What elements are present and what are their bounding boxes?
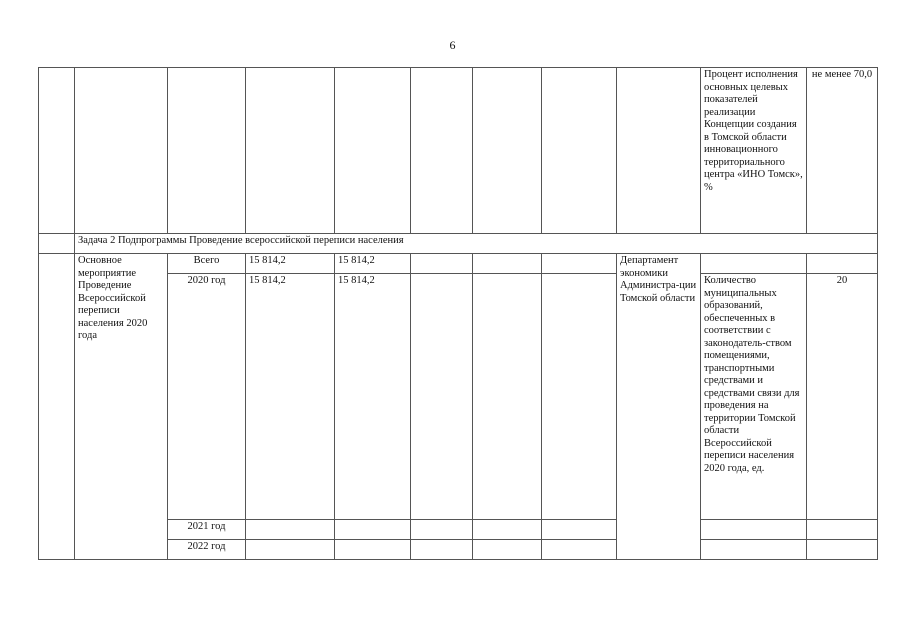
federal-amount <box>335 540 411 560</box>
measure-name: Основное мероприятие Проведение Всероссийской переписи населения 2020 года <box>75 254 168 560</box>
indicator-value: 20 <box>807 274 878 520</box>
page-number: 6 <box>449 38 456 52</box>
num-cell <box>39 234 75 254</box>
regional-cell <box>411 68 473 234</box>
department-name: Департамент экономики Администра-ции Томской области <box>617 254 701 560</box>
indicator-name: Количество муниципальных образований, обеспеченных в соответствии с законодатель-ством помещениями, транспортными средствами и средствами связи для проведения на территории Томской области Всероссийской переписи населения 2020 года, ед. <box>701 274 807 520</box>
num-cell <box>39 254 75 560</box>
regional-cell <box>411 540 473 560</box>
total-amount: 15 814,2 <box>246 254 335 274</box>
federal-amount: 15 814,2 <box>335 274 411 520</box>
total-cell <box>246 68 335 234</box>
indicator-row <box>39 68 878 234</box>
task-title: Задача 2 Подпрограммы Проведение всероссийской переписи населения <box>75 234 878 254</box>
period-cell: 2021 год <box>168 520 246 540</box>
measure-cell <box>75 68 168 234</box>
period-cell <box>168 68 246 234</box>
indicator-name-cell <box>701 254 807 274</box>
regional-cell <box>411 254 473 274</box>
indicator-name-cell: Процент исполнения основных целевых показателей реализации Концепции создания в Томской области инновационного территориального центра «ИНО Томск», % <box>701 68 807 234</box>
indicator-value-cell <box>807 520 878 540</box>
other-cell <box>542 540 617 560</box>
department-cell <box>617 68 701 234</box>
program-table <box>38 67 878 560</box>
total-amount <box>246 540 335 560</box>
period-cell: 2022 год <box>168 540 246 560</box>
indicator-value-cell <box>807 540 878 560</box>
other-cell <box>542 274 617 520</box>
other-cell <box>542 68 617 234</box>
num-cell <box>39 68 75 234</box>
task-row <box>39 234 878 254</box>
indicator-value-cell: не менее 70,0 <box>807 68 878 234</box>
period-cell: 2020 год <box>168 274 246 520</box>
federal-amount <box>335 520 411 540</box>
indicator-value-cell <box>807 254 878 274</box>
total-amount <box>246 520 335 540</box>
regional-cell <box>411 520 473 540</box>
period-cell: Всего <box>168 254 246 274</box>
other-cell <box>542 254 617 274</box>
federal-cell <box>335 68 411 234</box>
total-amount: 15 814,2 <box>246 274 335 520</box>
other-cell <box>542 520 617 540</box>
federal-amount: 15 814,2 <box>335 254 411 274</box>
indicator-name-cell <box>701 540 807 560</box>
total-row <box>39 254 878 274</box>
local-cell <box>473 520 542 540</box>
local-cell <box>473 274 542 520</box>
regional-cell <box>411 274 473 520</box>
local-cell <box>473 254 542 274</box>
indicator-name-cell <box>701 520 807 540</box>
local-cell <box>473 68 542 234</box>
local-cell <box>473 540 542 560</box>
